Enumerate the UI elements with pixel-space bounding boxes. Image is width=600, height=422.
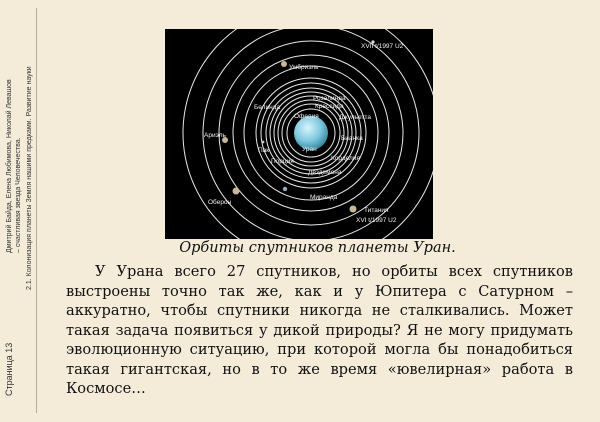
- label-miranda: Миранда: [310, 194, 338, 201]
- label-juliet: Джульетта: [339, 114, 372, 121]
- moon-umbriel: [281, 61, 287, 67]
- orbits-diagram: [165, 29, 433, 239]
- label-moon-bottom: XVI t/1997 U2: [356, 217, 397, 224]
- label-planet: Уран: [302, 146, 317, 153]
- body-paragraph: У Урана всего 27 спутников, но орбиты всех спутников выстроены точно так же, как и у Юпитера с Сатурном – аккуратно, чтобы спутники никогда не сталкивались. Может такая задача появиться у дикой природы? Я не могу придумать эволюционную ситуацию, при которой могла бы понадобиться такая гигантская, но в то же время «ювелирная» работа в Космосе…: [66, 263, 573, 397]
- moon-titania: [350, 206, 357, 213]
- authors-line: Дмитрий Байда, Елена Любимова, Николай Левашов: [6, 79, 13, 253]
- moon-puck: [262, 141, 265, 144]
- book-subtitle: – счастливая звезда Человечества.: [15, 137, 22, 253]
- figure-caption: Орбиты спутников планеты Уран.: [179, 240, 456, 256]
- label-puck: Пак: [258, 147, 270, 154]
- label-cordelia: Корделия: [331, 155, 361, 162]
- uranus-planet: [294, 116, 328, 150]
- moon-miranda: [283, 187, 287, 191]
- label-rosalind: Розалинда: [313, 95, 346, 102]
- label-cressida: Крессида: [315, 103, 344, 110]
- label-portia: Порция: [271, 158, 294, 165]
- label-titania: Титания: [364, 207, 389, 214]
- label-desdemona: Дездемона: [308, 169, 342, 176]
- page-number: Страница 13: [4, 342, 14, 396]
- margin-divider: [36, 8, 37, 413]
- label-moon-top: XVII t/1997 U2: [361, 43, 404, 50]
- label-oberon: Оберон: [208, 199, 232, 206]
- section-title: 2.1. Колонизация планеты Земля нашими предками. Развитие науки: [26, 66, 33, 290]
- label-bianca: Бианка: [341, 135, 363, 142]
- uranus-moons-figure: [165, 29, 433, 239]
- moon-oberon: [233, 188, 240, 195]
- label-umbriel: Умбриэль: [289, 64, 319, 71]
- label-ophelia: Офелия: [294, 113, 319, 120]
- label-belinda: Белинда: [254, 104, 281, 111]
- label-ariel: Ариэль: [204, 132, 226, 139]
